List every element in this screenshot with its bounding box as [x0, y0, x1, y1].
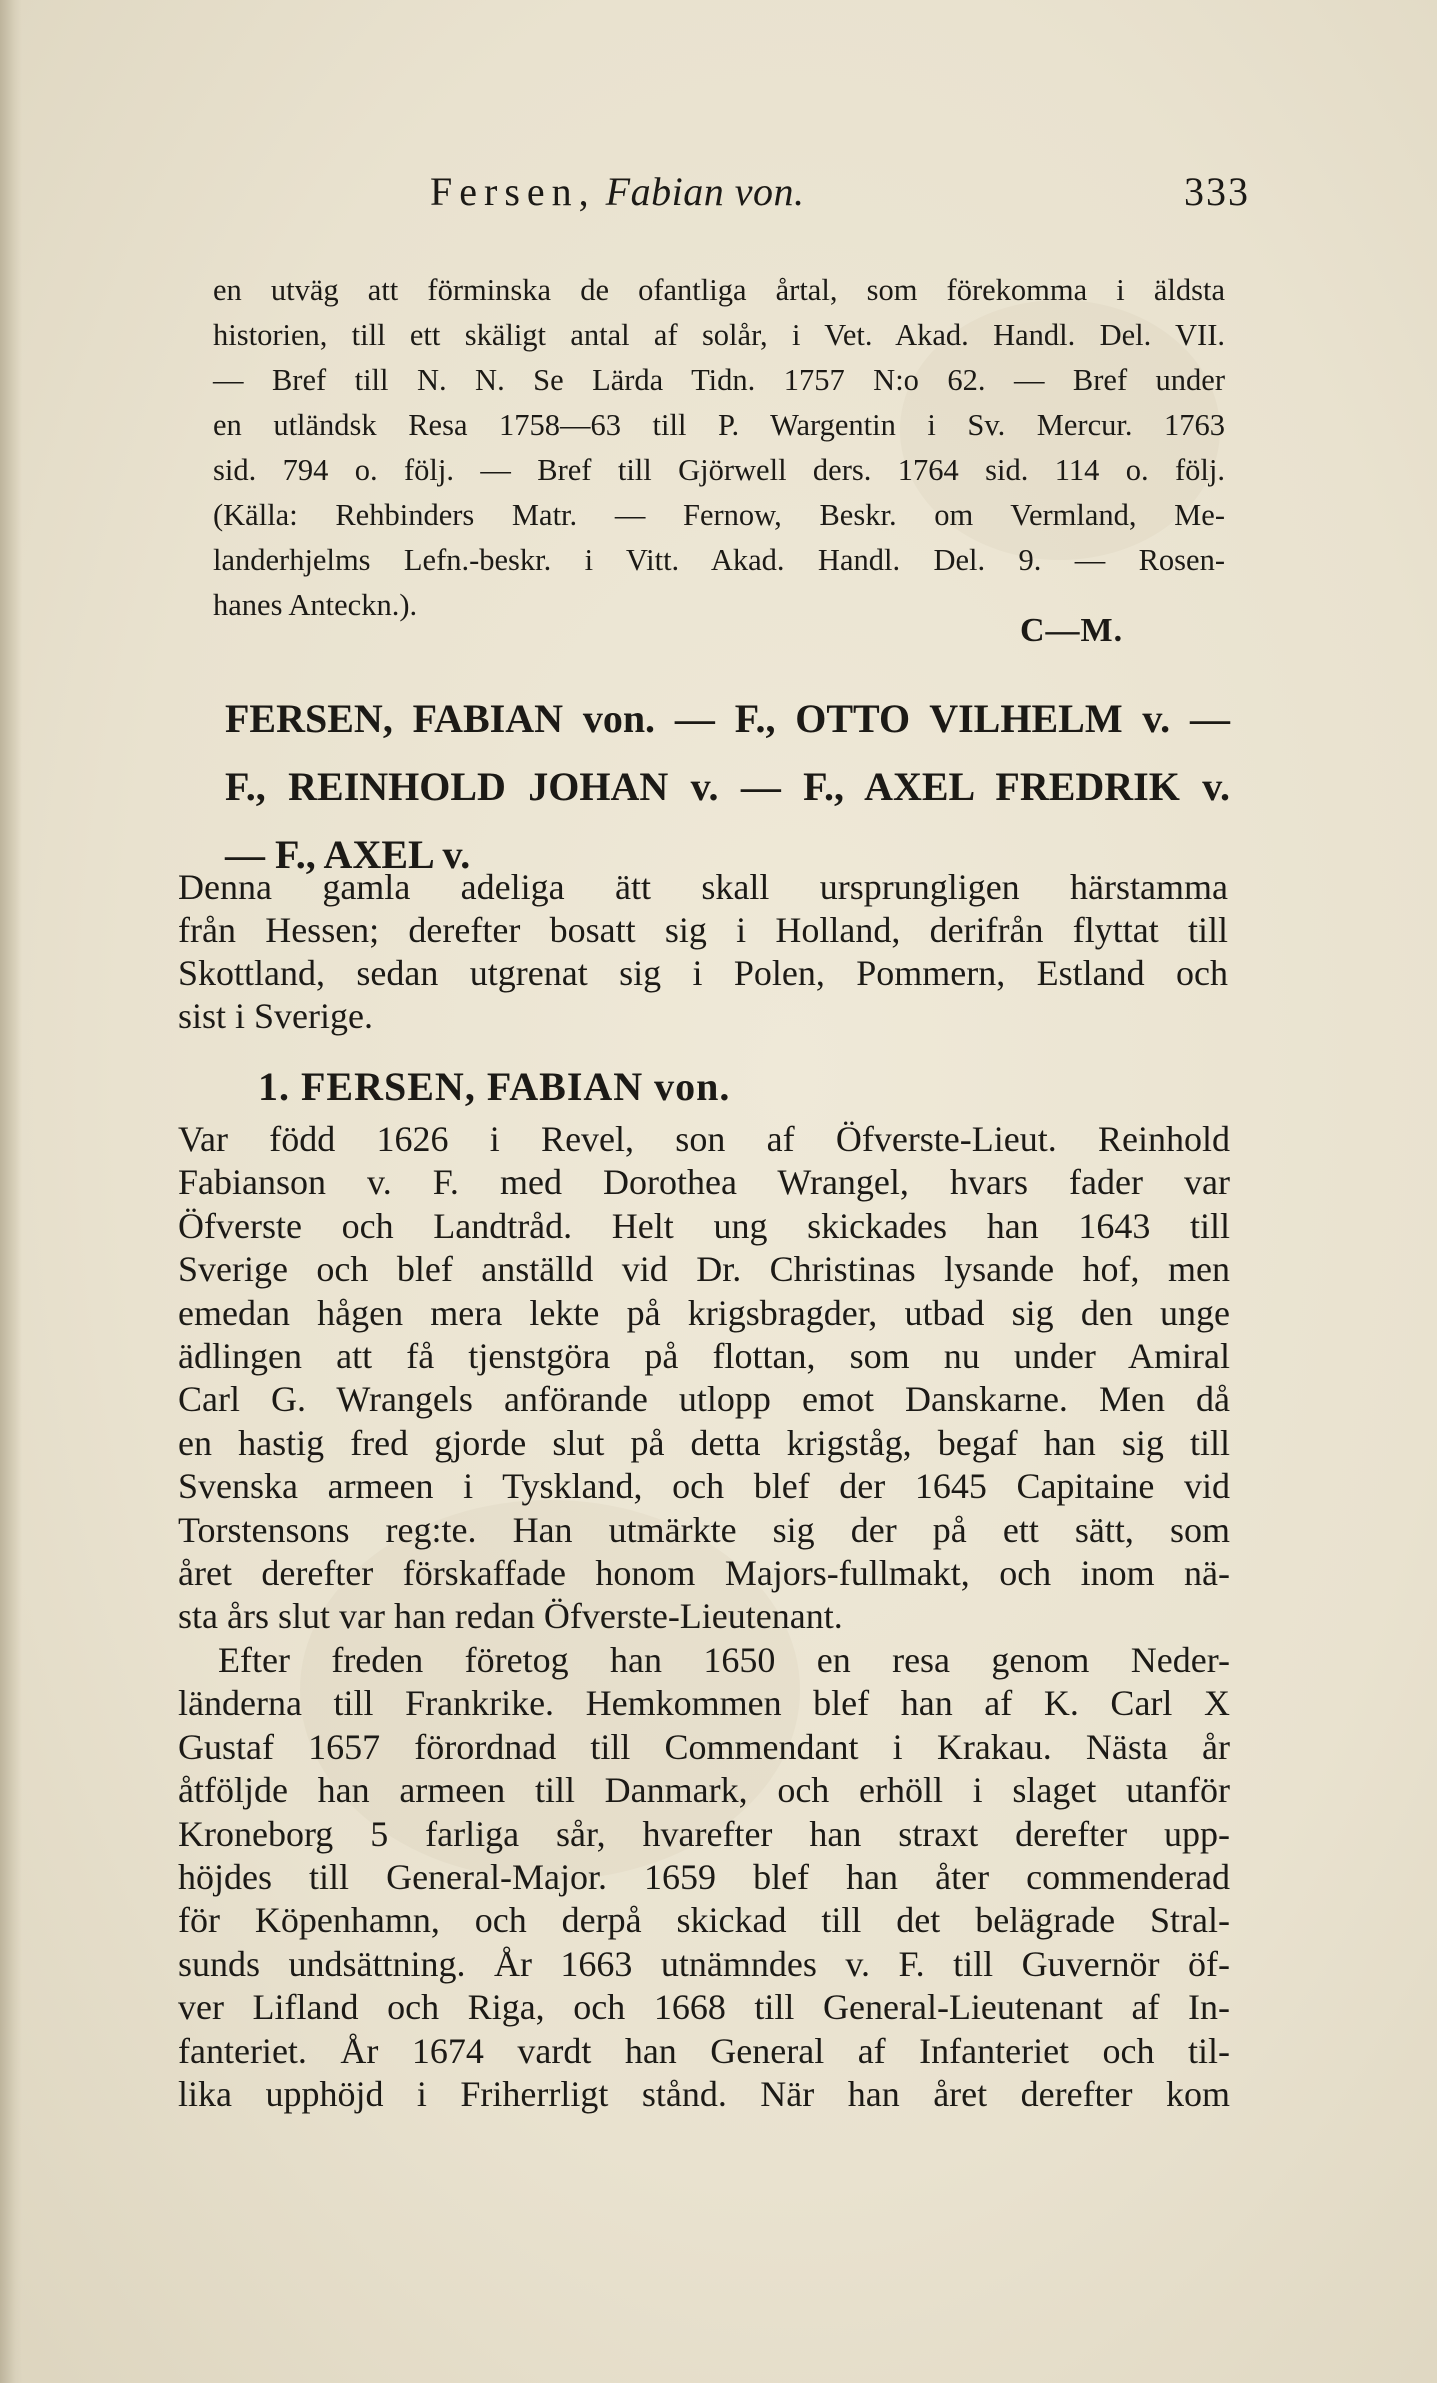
- intro-line: sist i Sverige.: [178, 996, 373, 1036]
- body-line: lika upphöjd i Friherrligt stånd. När han året derefter kom: [178, 2073, 1230, 2114]
- note-line: historien, till ett skäligt antal af solår, i Vet. Akad. Handl. Del. VII.: [213, 318, 1225, 352]
- body-line: Torstensons reg:te. Han utmärkte sig der på ett sätt, som: [178, 1509, 1230, 1550]
- body-line: sta års slut var han redan Öfverste-Lieutenant.: [178, 1596, 843, 1637]
- body-line: året derefter förskaffade honom Majors-fullmakt, och inom nä-: [178, 1553, 1230, 1594]
- body-line: Kroneborg 5 farliga sår, hvarefter han straxt derefter upp-: [178, 1813, 1230, 1854]
- body-line: Öfverste och Landtråd. Helt ung skickades han 1643 till: [178, 1205, 1230, 1246]
- body-line: Efter freden företog han 1650 en resa genom Neder-: [218, 1639, 1230, 1680]
- note-line: sid. 794 o. följ. — Bref till Gjörwell ders. 1764 sid. 114 o. följ.: [213, 453, 1225, 487]
- author-signature: C—M.: [1020, 612, 1124, 649]
- family-heading-line: — F., AXEL v.: [225, 832, 471, 877]
- intro-line: Denna gamla adeliga ätt skall ursprungligen härstamma: [178, 867, 1228, 907]
- page-number: 333: [1184, 169, 1250, 214]
- header-name: Fabian von.: [605, 169, 805, 214]
- running-header: [430, 168, 1250, 228]
- page-gutter: [0, 0, 22, 2383]
- intro-line: från Hessen; derefter bosatt sig i Holland, derifrån flyttat till: [178, 910, 1228, 950]
- note-line: landerhjelms Lefn.-beskr. i Vitt. Akad. Handl. Del. 9. — Rosen-: [213, 543, 1225, 577]
- family-heading: [225, 685, 1230, 889]
- body-line: länderna till Frankrike. Hemkommen blef han af K. Carl X: [178, 1683, 1230, 1724]
- body-line: fanteriet. År 1674 vardt han General af Infanteriet och til-: [178, 2030, 1230, 2071]
- entry-heading: 1. FERSEN, FABIAN von.: [258, 1064, 731, 1109]
- running-title: Fersen: [430, 169, 579, 214]
- body-line: Fabianson v. F. med Dorothea Wrangel, hvars fader var: [178, 1162, 1230, 1203]
- note-line: hanes Anteckn.).: [213, 588, 418, 622]
- body-line: för Köpenhamn, och derpå skickad till det belägrade Stral-: [178, 1900, 1230, 1941]
- body-line: en hastig fred gjorde slut på detta krigståg, begaf han sig till: [178, 1422, 1230, 1463]
- body-line: åtföljde han armeen till Danmark, och erhöll i slaget utanför: [178, 1770, 1230, 1811]
- header-separator: ,: [578, 169, 589, 214]
- body-line: Carl G. Wrangels anförande utlopp emot Danskarne. Men då: [178, 1379, 1230, 1420]
- note-line: (Källa: Rehbinders Matr. — Fernow, Beskr. om Vermland, Me-: [213, 498, 1225, 532]
- body-line: ädlingen att få tjenstgöra på flottan, som nu under Amiral: [178, 1336, 1230, 1377]
- family-heading-line: FERSEN, FABIAN von. — F., OTTO VILHELM v. —: [225, 696, 1230, 741]
- note-line: en utländsk Resa 1758—63 till P. Wargentin i Sv. Mercur. 1763: [213, 408, 1225, 442]
- body-line: Sverige och blef anställd vid Dr. Christinas lysande hof, men: [178, 1249, 1230, 1290]
- intro-line: Skottland, sedan utgrenat sig i Polen, Pommern, Estland och: [178, 953, 1228, 993]
- body-line: Svenska armeen i Tyskland, och blef der 1645 Capitaine vid: [178, 1466, 1230, 1507]
- family-heading-line: F., REINHOLD JOHAN v. — F., AXEL FREDRIK v.: [225, 764, 1230, 809]
- body-line: ver Lifland och Riga, och 1668 till General-Lieutenant af In-: [178, 1987, 1230, 2028]
- body-line: Var född 1626 i Revel, son af Öfverste-Lieut. Reinhold: [178, 1119, 1230, 1159]
- body-line: emedan hågen mera lekte på krigsbragder, utbad sig den unge: [178, 1292, 1230, 1333]
- note-line: en utväg att förminska de ofantliga årtal, som förekomma i äldsta: [213, 273, 1225, 307]
- body-line: sunds undsättning. År 1663 utnämndes v. F. till Guvernör öf-: [178, 1943, 1230, 1984]
- family-intro: [178, 866, 1228, 1038]
- body-line: Gustaf 1657 förordnad till Commendant i Krakau. Nästa år: [178, 1726, 1230, 1767]
- body-line: höjdes till General-Major. 1659 blef han åter commenderad: [178, 1856, 1230, 1897]
- note-line: — Bref till N. N. Se Lärda Tidn. 1757 N:o 62. — Bref under: [213, 363, 1225, 397]
- entry-body: [178, 1118, 1230, 2116]
- bibliography-note: [213, 268, 1225, 628]
